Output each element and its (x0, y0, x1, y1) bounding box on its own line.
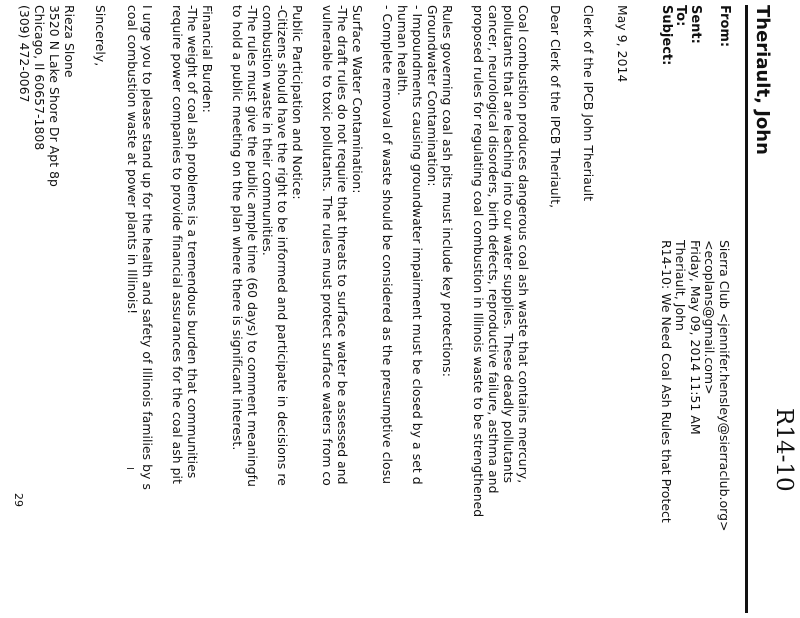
closing-line: I urge you to please stand up for the health and safety of Illinois families by s (140, 5, 154, 490)
rules-line: Rules governing coal ash pits must include key protections: (440, 5, 454, 378)
surface-line: Surface Water Contamination: (350, 5, 364, 194)
surface-line: -The draft rules do not require that threats to surface water be assessed and (335, 5, 349, 485)
signoff: Sincerely, (93, 5, 107, 67)
page-number: 29 (12, 493, 25, 507)
public-line: combustion waste in their communities. (260, 5, 274, 256)
intro-line: proposed rules for regulating coal combustion in Illinois waste to be strengthened (471, 5, 485, 518)
letter-recipient: Clerk of the IPCB John Theriault (581, 5, 595, 202)
signature-address: 3520 N Lake Shore Dr Apt 8p (47, 5, 61, 187)
intro-line: pollutants that are leaching into our water supplies. These deadly pollutants (501, 5, 515, 484)
public-line: Public Participation and Notice: (290, 5, 304, 200)
intro-line: Coal combustion produces dangerous coal ash waste that contains mercury, (516, 5, 530, 484)
public-line: -The rules must give the public ample time (60 days) to comment meaningfu (245, 5, 259, 487)
name-rule (745, 5, 748, 613)
rules-line: human health. (395, 5, 409, 96)
letter-salutation: Dear Clerk of the IPCB Theriault, (548, 5, 562, 209)
subject-value: R14-10: We Need Coal Ash Rules that Protect (659, 240, 674, 523)
rules-line: - Impoundments causing groundwater impairment must be closed by a set d (410, 5, 424, 485)
sent-value: Friday, May 09, 2014 11:51 AM (688, 240, 703, 435)
subject-label: Subject: (659, 5, 674, 66)
signature-city: Chicago, Il 60657-1808 (32, 5, 46, 151)
financial-line: -The weight of coal ash problems is a tremendous burden that communities (185, 5, 199, 479)
signature-name: Rieza Slone (62, 5, 76, 78)
stray-mark (127, 468, 134, 469)
public-line: to hold a public meeting on the plan where there is significant interest. (230, 5, 244, 451)
rules-line: Groundwater Contamination: (425, 5, 439, 187)
surface-line: vulnerable to toxic pollutants. The rules must protect surface waters from co (320, 5, 334, 486)
sender-name: Theriault, John (752, 5, 773, 155)
letter-date: May 9, 2014 (615, 5, 629, 83)
intro-line: cancer, neurological disorders, birth defects, reproductive failure, asthma and (486, 5, 500, 494)
to-label: To: (673, 5, 688, 27)
to-value: Theriault, John (673, 240, 688, 331)
from-value: Sierra Club <jennifer.hensley@sierraclub.org> (717, 240, 732, 532)
sent-label: Sent: (688, 5, 703, 44)
financial-line: Financial Burden: (200, 5, 214, 113)
from-value-cont: <ecoplans@gmail.com> (702, 240, 717, 395)
from-label: From: (717, 5, 732, 48)
signature-phone: (309) 472-0067 (17, 5, 31, 103)
financial-line: require power companies to provide financial assurances for the coal ash pit (170, 5, 184, 484)
public-line: -Citizens should have the right to be informed and participate in decisions re (275, 5, 289, 486)
closing-line: coal combustion waste at power plants in Illinois! (125, 5, 139, 315)
rules-line: - Complete removal of waste should be considered as the presumptive closu (380, 5, 394, 485)
document-code: R14-10 (771, 408, 797, 492)
